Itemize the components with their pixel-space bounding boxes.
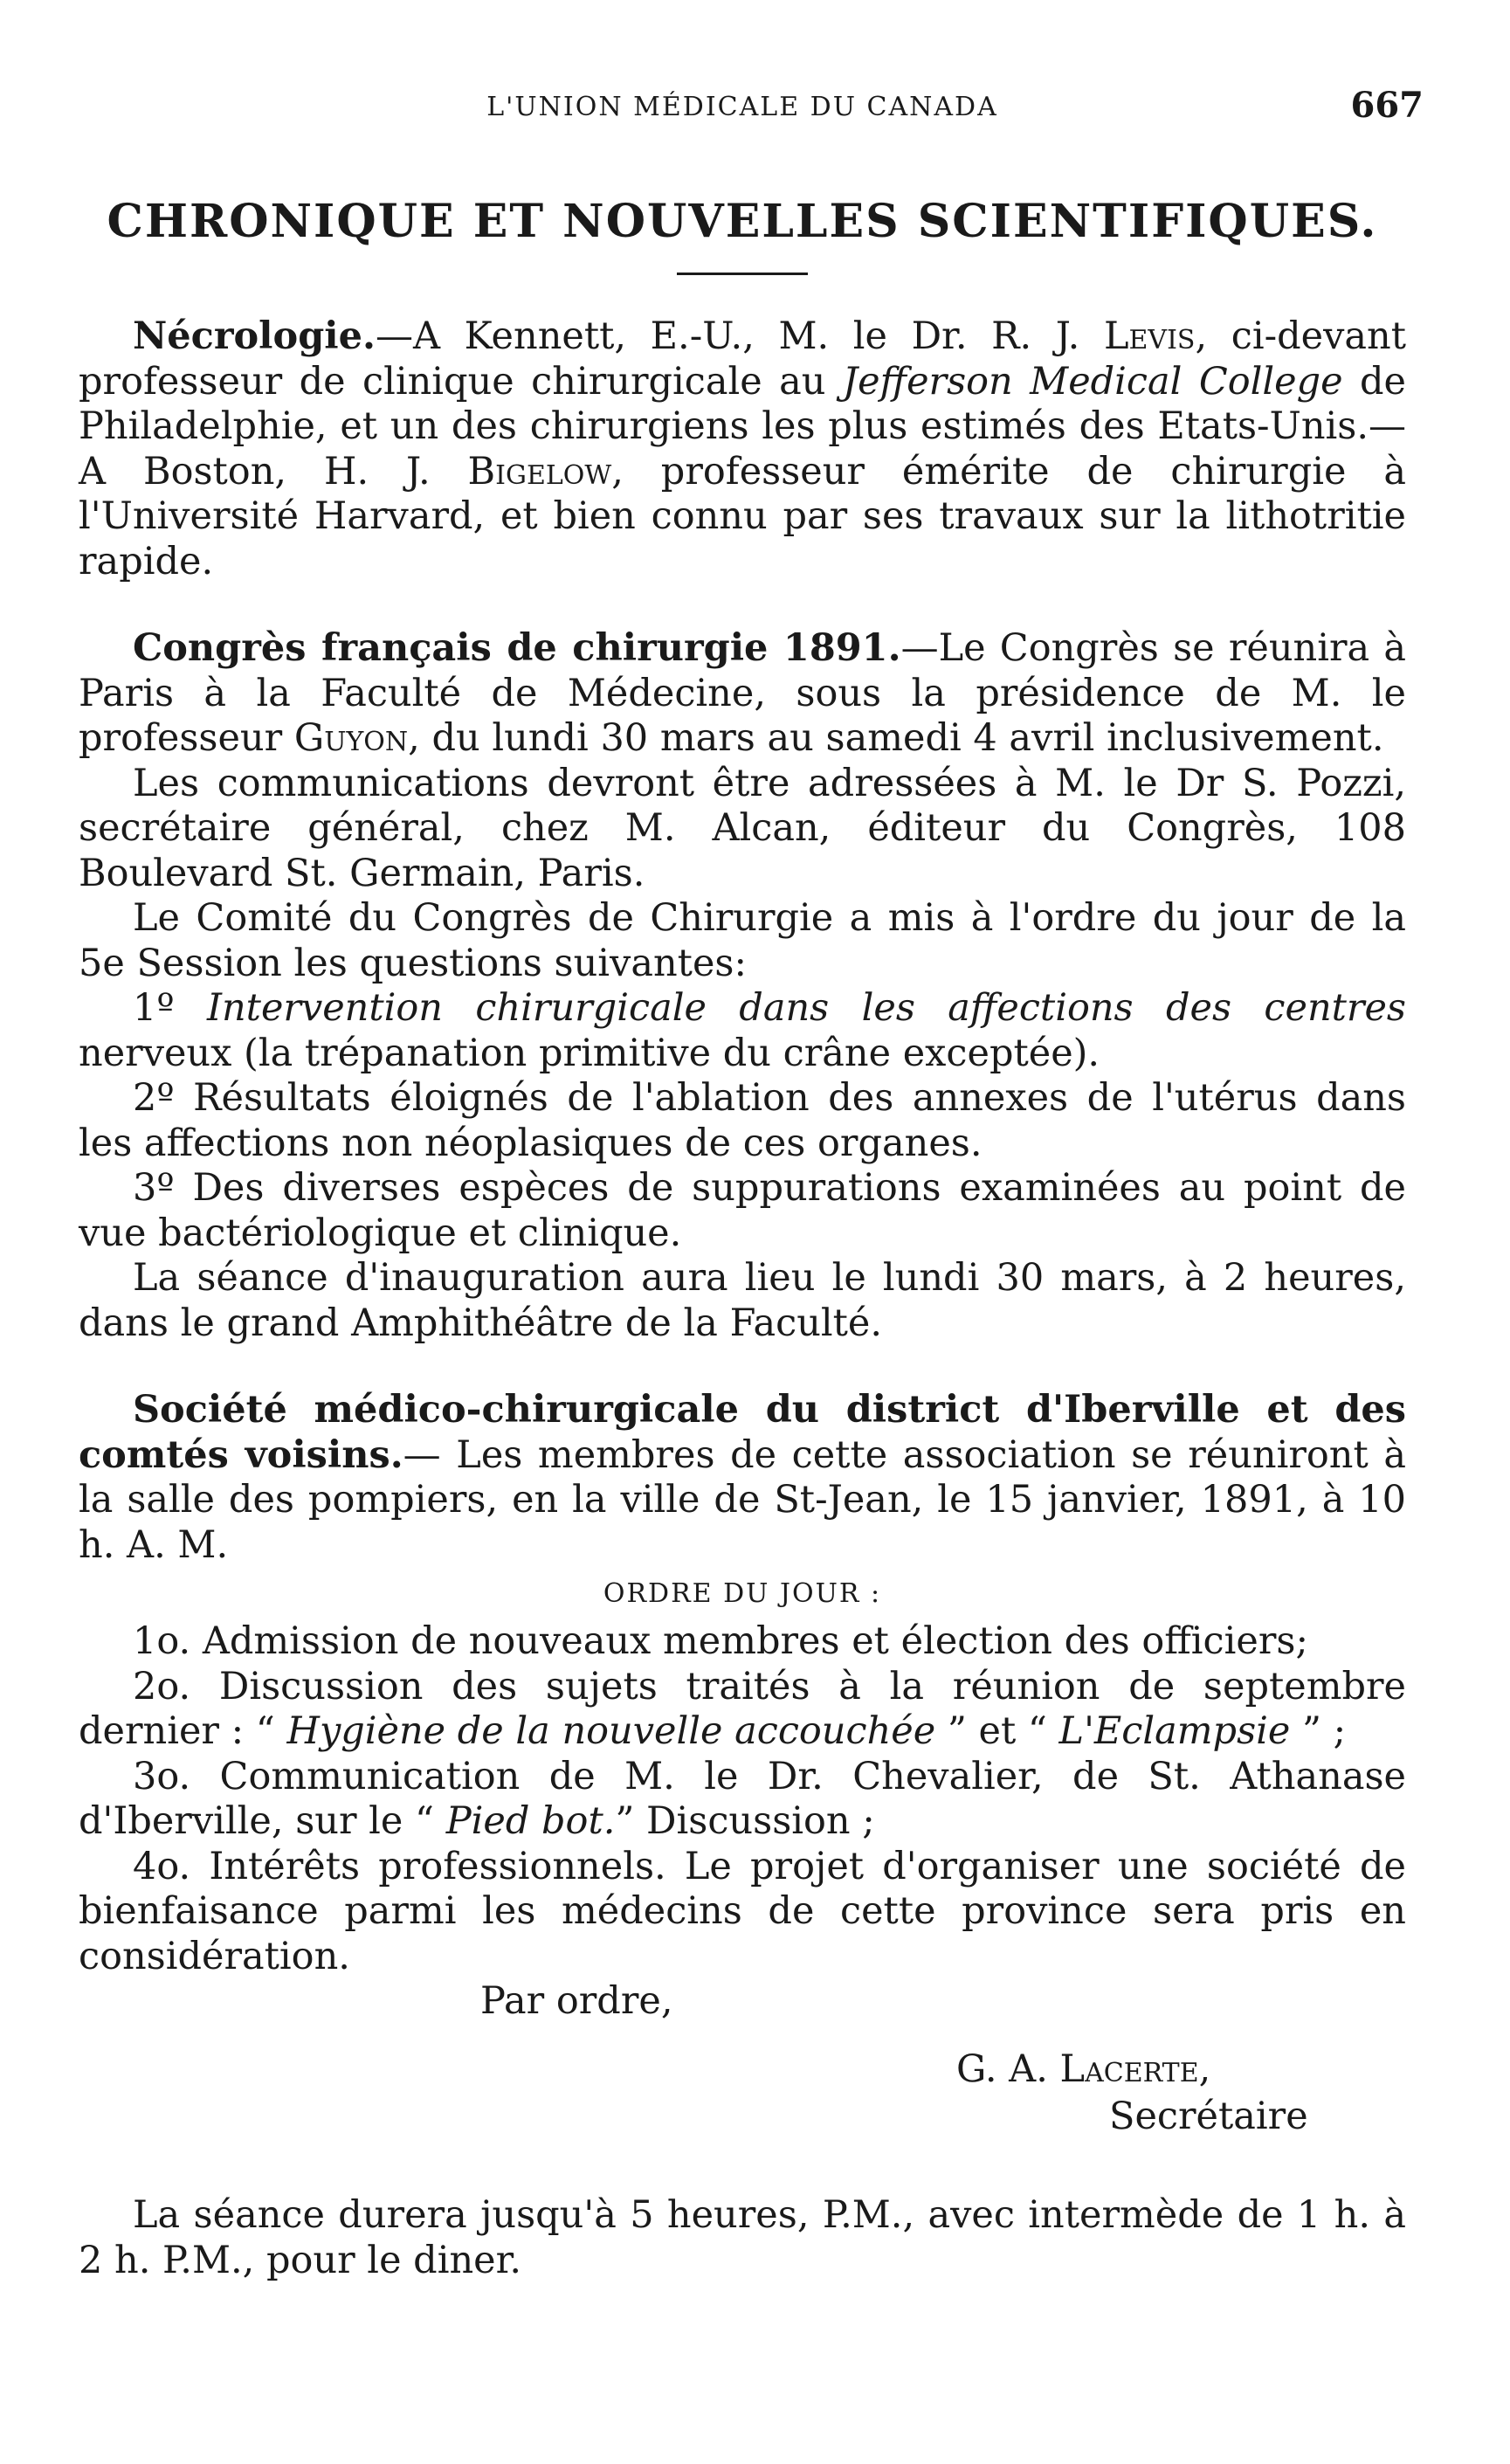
signatory-comma: , (1198, 2047, 1211, 2092)
journal-title: L'UNION MÉDICALE DU CANADA (486, 92, 998, 122)
necrologie-text-4: , professeur émérite de chirurgie à l'Université Harvard, et bien connu par ses travaux sur la lithotritie rapide. (79, 449, 1407, 583)
page (79, 83, 1424, 2283)
name-levis: Levis (1103, 314, 1196, 359)
societe-text-1: — Les membres de cette association se réuniront à la salle des pompiers, en la ville de St-Jean, le 15 janvier, 1891, à 10 h. A. M. (79, 1432, 1406, 1567)
item-2-text-c: ” ; (1290, 1709, 1347, 1754)
closing-paragraph: La séance durera jusqu'à 5 heures, P.M., avec intermède de 1 h. à 2 h. P.M., pour le diner. (79, 2193, 1406, 2282)
congres-question-2: 2º Résultats éloignés de l'ablation des annexes de l'utérus dans les affections non néoplasiques de ces organes. (79, 1076, 1406, 1165)
congres-paragraph-2: Les communications devront être adressées à M. le Dr S. Pozzi, secrétaire général, chez M. Alcan, éditeur du Congrès, 108 Boulevard St. Germain, Paris. (79, 761, 1406, 895)
item-3-italic: Pied bot. (445, 1799, 616, 1844)
signatory-role: Secrétaire (1109, 2095, 1308, 2139)
page-number: 667 (1350, 85, 1424, 126)
congres-question-1 (79, 986, 1406, 1076)
section-societe (79, 1388, 1406, 2283)
agenda-item-4: 4o. Intérêts professionnels. Le projet d'organiser une société de bienfaisance parmi les médecins de cette province sera pris en considération. (79, 1844, 1406, 1978)
item-2-text-b: ” et “ (935, 1709, 1059, 1754)
item-3-text-a: 3o. Communication de M. le Dr. Chevalier, de St. Athanase d'Iberville, sur le “ (79, 1754, 1406, 1844)
signatory-surname: Lacerte (1059, 2047, 1199, 2092)
ordre-du-jour-title: ORDRE DU JOUR : (603, 1578, 882, 1610)
congres-question-3: 3º Des diverses espèces de suppurations examinées au point de vue bactériologique et clinique. (79, 1166, 1406, 1255)
necrologie-paragraph (79, 314, 1406, 584)
agenda-item-2 (79, 1665, 1406, 1755)
section-congres (79, 626, 1406, 1346)
section-necrologie (79, 314, 1406, 584)
societe-paragraph (79, 1388, 1406, 1568)
par-ordre: Par ordre, (480, 1979, 673, 2024)
name-guyon: Guyon (293, 716, 409, 761)
congres-text-2: , du lundi 30 mars au samedi 4 avril inclusivement. (408, 716, 1384, 761)
question-1-italic: Intervention chirurgicale dans les affections des centres (206, 986, 1407, 1031)
page-title: CHRONIQUE ET NOUVELLES SCIENTIFIQUES. (107, 195, 1378, 248)
running-header (79, 83, 1424, 144)
name-bigelow: Bigelow (467, 449, 612, 493)
necrologie-text-1: —A Kennett, E.-U., M. le Dr. R. J. (375, 314, 1104, 359)
title-rule (677, 273, 808, 275)
necrologie-text-3: de Philadelphie, et un des chirurgiens les plus estimés des Etats-Unis.—A Boston, H. J. (79, 359, 1406, 493)
agenda-item-1: 1o. Admission de nouveaux membres et élection des officiers; (133, 1619, 1308, 1664)
question-1-rest: nerveux (la trépanation primitive du crâne exceptée). (79, 1031, 1100, 1075)
college-name: Jefferson Medical College (842, 359, 1343, 404)
congres-paragraph-1 (79, 626, 1406, 762)
necrologie-text-2: , ci-devant professeur de clinique chirurgicale au (79, 314, 1406, 404)
item-3-text-b: ” Discussion ; (615, 1799, 875, 1844)
signatory-name (956, 2047, 1210, 2091)
societe-heading: Société médico-chirurgicale du district d'Iberville et des comtés voisins. (79, 1388, 1406, 1477)
necrologie-heading: Nécrologie. (133, 314, 376, 359)
congres-heading: Congrès français de chirurgie 1891. (133, 626, 901, 671)
agenda-item-3 (79, 1755, 1406, 1845)
signature-block (79, 1979, 1406, 2193)
item-2-italic-1: Hygiène de la nouvelle accouchée (286, 1709, 936, 1754)
item-2-text-a: 2o. Discussion des sujets traités à la réunion de septembre dernier : “ (79, 1664, 1406, 1754)
item-2-italic-2: L'Eclampsie (1058, 1709, 1291, 1754)
signatory-initials: G. A. (956, 2047, 1060, 2092)
congres-paragraph-4: La séance d'inauguration aura lieu le lundi 30 mars, à 2 heures, dans le grand Amphithéâtre de la Faculté. (79, 1256, 1406, 1345)
congres-text-1: —Le Congrès se réunira à Paris à la Faculté de Médecine, sous la présidence de M. le professeur (79, 626, 1406, 761)
question-1-number: 1º (133, 986, 207, 1031)
congres-paragraph-3: Le Comité du Congrès de Chirurgie a mis à l'ordre du jour de la 5e Session les questions suivantes: (79, 896, 1406, 985)
